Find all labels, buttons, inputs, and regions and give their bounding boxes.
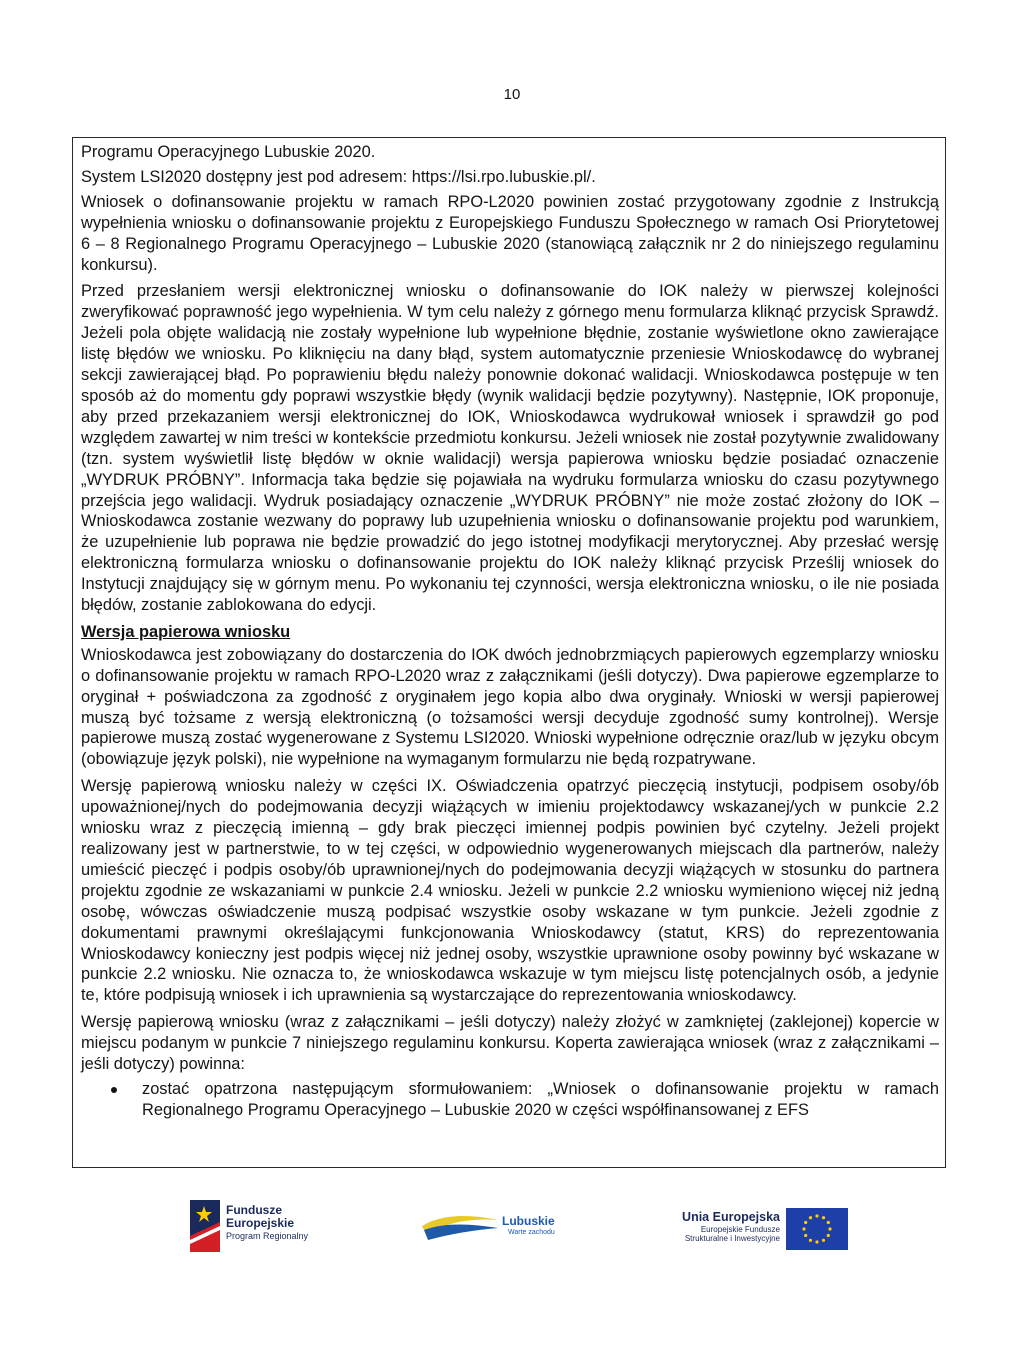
paragraph-signatures: Wersję papierową wniosku należy w części IX. Oświadczenia opatrzyć pieczęcią instytucji, podpisem osoby/ób upoważnionej/nych do podejmowania decyzji wiążących w imieniu projektodawcy wskazanej/ych w punkcie 2.2 wniosku wraz z pieczęcią imienną – gdy brak pieczęci imiennej podpis powinien być czytelny. Jeżeli projekt realizowany jest w partnerstwie, to w tej części, w odpowiednio wygenerowanych miejscach dla partnerów, należy umieścić pieczęć i podpis osoby/ób uprawnionej/nych do podejmowania decyzji wiążących w stosunku do partnera projektu zgodnie ze wskazaniami w punkcie 2.4 wniosku. Jeżeli w punkcie 2.2 wniosku wymieniono więcej niż jedną osobę, wówczas oświadczenie muszą podpisać wszystkie osoby wskazane w tym punkcie. Jeżeli zgodnie z dokumentami prawnymi określającymi funkcjonowania Wnioskodawcy (statut, KRS) do reprezentowania Wnioskodawcy konieczny jest podpis więcej niż jednej osoby, wszystkie uprawnione osoby powinny być wskazane w punkcie 2.2 wniosku. Nie oznacza to, że wnioskodawca wskazuje w tym miejscu listę potencjalnych osób, a jedynie te, które podpisują wniosek i ich uprawnienia są wystarczające do reprezentowania wnioskodawcy.	[81, 777, 939, 1005]
fe-line-1: Fundusze	[226, 1203, 282, 1217]
page-number: 10	[503, 86, 521, 103]
flag-star-icon	[190, 1200, 220, 1252]
bullet-icon	[111, 1087, 117, 1093]
list-item	[81, 1079, 939, 1121]
footer-logos	[0, 1198, 1024, 1258]
lubuskie-name: Lubuskie	[502, 1214, 555, 1228]
fe-line-3: Program Regionalny	[226, 1231, 309, 1241]
ue-line-3: Strukturalne i Inwestycyjne	[684, 1234, 780, 1243]
eu-flag-icon	[786, 1208, 848, 1250]
wave-swoosh-icon	[420, 1204, 500, 1246]
paragraph-envelope: Wersję papierową wniosku (wraz z załącznikami – jeśli dotyczy) należy złożyć w zamkniętej (zaklejonej) kopercie w miejscu podanym w punkcie 7 niniejszego regulaminu konkursu. Koperta zawierająca wniosek (wraz z załącznikami – jeśli dotyczy) powinna:	[81, 1013, 939, 1074]
ue-title: Unia Europejska	[682, 1210, 780, 1224]
paragraph-paper-copies: Wnioskodawca jest zobowiązany do dostarczenia do IOK dwóch jednobrzmiących papierowych egzemplarzy wniosku o dofinansowanie projektu w ramach RPO-L2020 wraz z załącznikami (jeśli dotyczy). Dwa papierowe egzemplarze to oryginał + poświadczona za zgodność z oryginałem jego kopia albo dwa oryginały. Wnioski w wersji papierowej muszą być tożsame z wersją elektroniczną (o tożsamości wersji decyduje zgodność sumy kontrolnej). Wersje papierowe muszą zostać wygenerowane z Systemu LSI2020. Wnioski wypełnione odręcznie oraz/lub w języku obcym (obowiązuje język polski), nie wypełnione na wymaganym formularzu nie będą rozpatrywane.	[81, 645, 939, 769]
content-frame	[72, 137, 946, 1168]
section-heading: Wersja papierowa wniosku	[81, 622, 291, 641]
paragraph-1: Programu Operacyjnego Lubuskie 2020.	[81, 143, 376, 161]
paragraph-validation: Przed przesłaniem wersji elektronicznej wniosku o dofinansowanie do IOK należy w pierwszej kolejności zweryfikować poprawność jego wypełnienia. W tym celu należy z górnego menu formularza kliknąć przycisk Sprawdź. Jeżeli pola objęte walidacją nie zostały wypełnione lub wypełnione błędnie, zostanie wyświetlone okno zawierające listę błędów we wniosku. Po kliknięciu na dany błąd, system automatycznie przeniesie Wnioskodawcę do wybranej sekcji zawierającej błąd. Po poprawieniu błędu należy ponownie dokonać walidacji. Wnioskodawca postępuje w ten sposób aż do momentu gdy poprawi wszystkie błędy (wynik walidacji będzie pozytywny). Następnie, IOK proponuje, aby przed przekazaniem wersji elektronicznej do IOK, Wnioskodawca wydrukował wniosek i sprawdził go pod względem zawartej w nim treści w kontekście przedmiotu konkursu. Jeżeli wniosek nie został pozytywnie zwalidowany (tzn. system wyświetlił listę błędów w oknie walidacji) wersja papierowa wniosku będzie posiadać oznaczenie „WYDRUK PRÓBNY”. Informacja taka będzie się pojawiała na wydruku formularza wniosku do czasu pozytywnego przejścia jego walidacji. Wydruk posiadający oznaczenie „WYDRUK PRÓBNY” nie może zostać złożony do IOK – Wnioskodawca zostanie wezwany do poprawy lub uzupełnienia wniosku o dofinansowanie projektu pod warunkiem, że uzupełnienie lub poprawa nie będzie prowadzić do jego istotnej modyfikacji merytorycznej. Aby przesłać wersję elektroniczną formularza wniosku o dofinansowanie projektu do IOK należy kliknąć przycisk Prześlij wniosek do Instytucji znajdujący się w górnym menu. Po wykonaniu tej czynności, wersja elektroniczna wniosku, o ile nie posiada błędów, zostanie zablokowana do edycji.	[81, 282, 939, 615]
logo-lubuskie	[420, 1204, 555, 1249]
document-body	[81, 142, 939, 1121]
logo-fundusze-europejskie	[190, 1200, 308, 1255]
paragraph-instruction: Wniosek o dofinansowanie projektu w ramach RPO-L2020 powinien zostać przygotowany zgodnie z Instrukcją wypełnienia wniosku o dofinansowanie projektu z Europejskiego Funduszu Społecznego w ramach Osi Priorytetowej 6 – 8 Regionalnego Programu Operacyjnego – Lubuskie 2020 (stanowiącą załącznik nr 2 do niniejszego regulaminu konkursu).	[81, 192, 939, 274]
list-item-text: zostać opatrzona następującym sformułowaniem: „Wniosek o dofinansowanie projektu w ramach Regionalnego Programu Operacyjnego – Lubuskie 2020 w części współfinansowanej z EFS	[142, 1079, 939, 1119]
fe-line-2: Europejskie	[226, 1216, 295, 1230]
paragraph-system-address: System LSI2020 dostępny jest pod adresem: https://lsi.rpo.lubuskie.pl/.	[81, 167, 596, 186]
ue-line-2: Europejskie Fundusze	[700, 1225, 780, 1234]
lubuskie-tagline: Warte zachodu	[508, 1229, 555, 1236]
